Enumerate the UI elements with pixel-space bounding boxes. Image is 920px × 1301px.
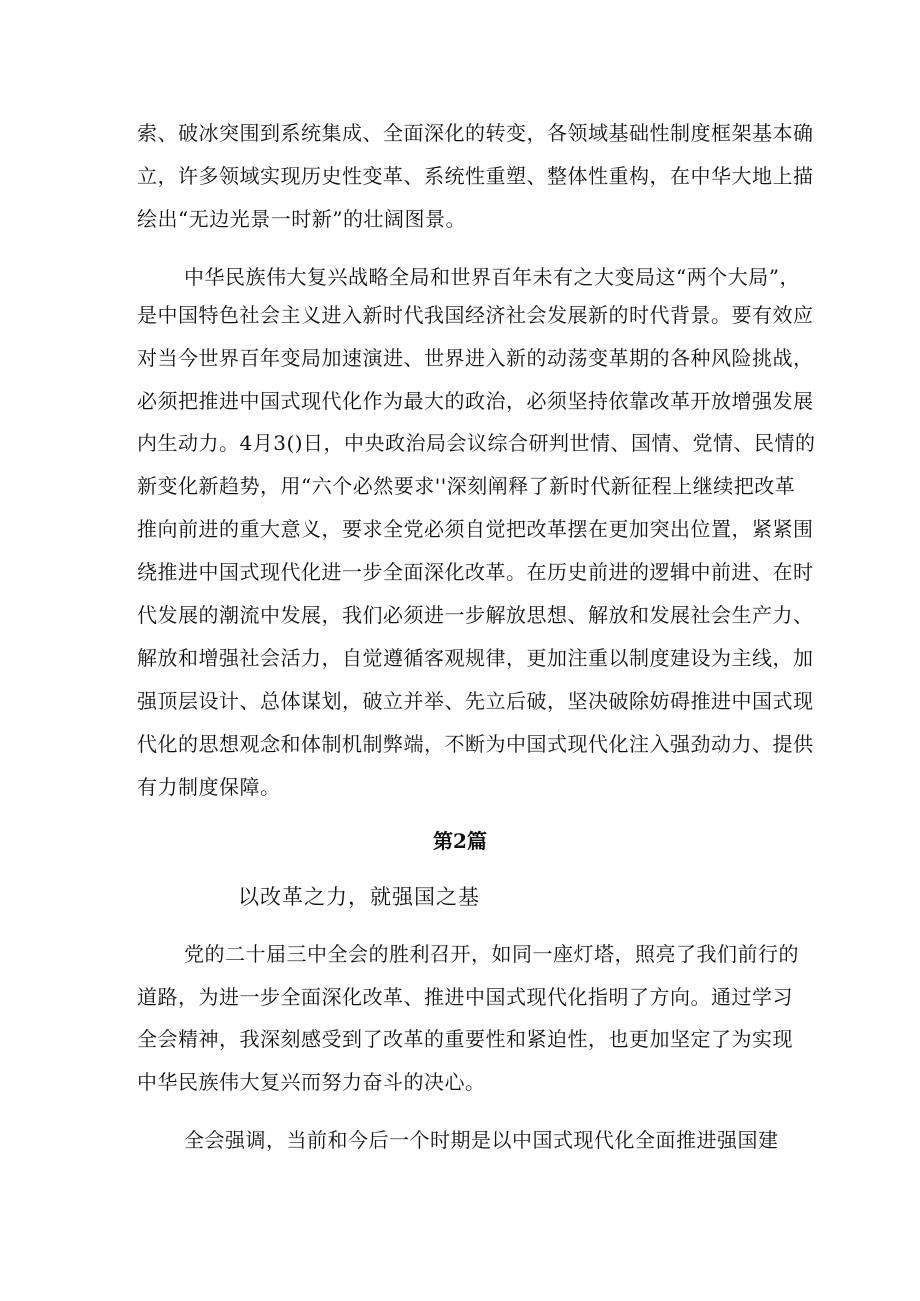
paragraph-line: 中华民族伟大复兴而努力奋斗的决心。 [137,1070,486,1094]
section-subtitle: 以改革之力，就强国之基 [238,885,480,909]
paragraph-line: 绕推进中国式现代化进一步全面深化改革。在历史前进的逻辑中前进、在时 [137,560,814,584]
paragraph-line: 全会精神，我深刻感受到了改革的重要性和紧迫性，也更加坚定了为实现 [137,1027,793,1051]
paragraph-line: 必须把推进中国式现代化作为最大的政治，必须坚持依靠改革开放增强发展 [137,389,814,413]
paragraph-line: 全会强调，当前和今后一个时期是以中国式现代化全面推进强国建 [184,1128,779,1152]
section-heading: 第2篇 [433,829,487,853]
paragraph-line: 立，许多领域实现历史性变革、系统性重塑、整体性重构，在中华大地上描 [137,164,814,188]
paragraph-line: 推向前进的重大意义，要求全党必须自觉把改革摆在更加突出位置，紧紧围 [137,517,814,541]
paragraph-line: 新变化新趋势，用“六个必然要求''深刻阐释了新时代新征程上继续把改革 [137,474,796,498]
paragraph-line: 代化的思想观念和体制机制弊端，不断为中国式现代化注入强劲动力、提供 [137,732,814,756]
paragraph-line: 绘出“无边光景一时新”的壮阔图景。 [137,207,466,231]
paragraph-line: 有力制度保障。 [137,775,281,799]
paragraph-line: 对当今世界百年变局加速演进、世界进入新的动荡变革期的各种风险挑战， [137,346,814,370]
paragraph-line: 中华民族伟大复兴战略全局和世界百年未有之大变局这“两个大局”， [184,265,800,289]
paragraph-line: 索、破冰突围到系统集成、全面深化的转变，各领域基础性制度框架基本确 [137,121,814,145]
paragraph-line: 党的二十届三中全会的胜利召开，如同一座灯塔，照亮了我们前行的 [184,942,799,966]
paragraph-line: 是中国特色社会主义进入新时代我国经济社会发展新的时代背景。要有效应 [137,303,814,327]
paragraph-line: 解放和增强社会活力，自觉遵循客观规律，更加注重以制度建设为主线，加 [137,646,814,670]
paragraph-line: 代发展的潮流中发展，我们必须进一步解放思想、解放和发展社会生产力、 [137,603,814,627]
paragraph-line: 道路，为进一步全面深化改革、推进中国式现代化指明了方向。通过学习 [137,985,793,1009]
paragraph-line: 强顶层设计、总体谋划，破立并举、先立后破，坚决破除妨碍推进中国式现 [137,689,814,713]
paragraph-line: 内生动力。4月3()日，中央政治局会议综合研判世情、国情、党情、民情的 [137,431,816,455]
